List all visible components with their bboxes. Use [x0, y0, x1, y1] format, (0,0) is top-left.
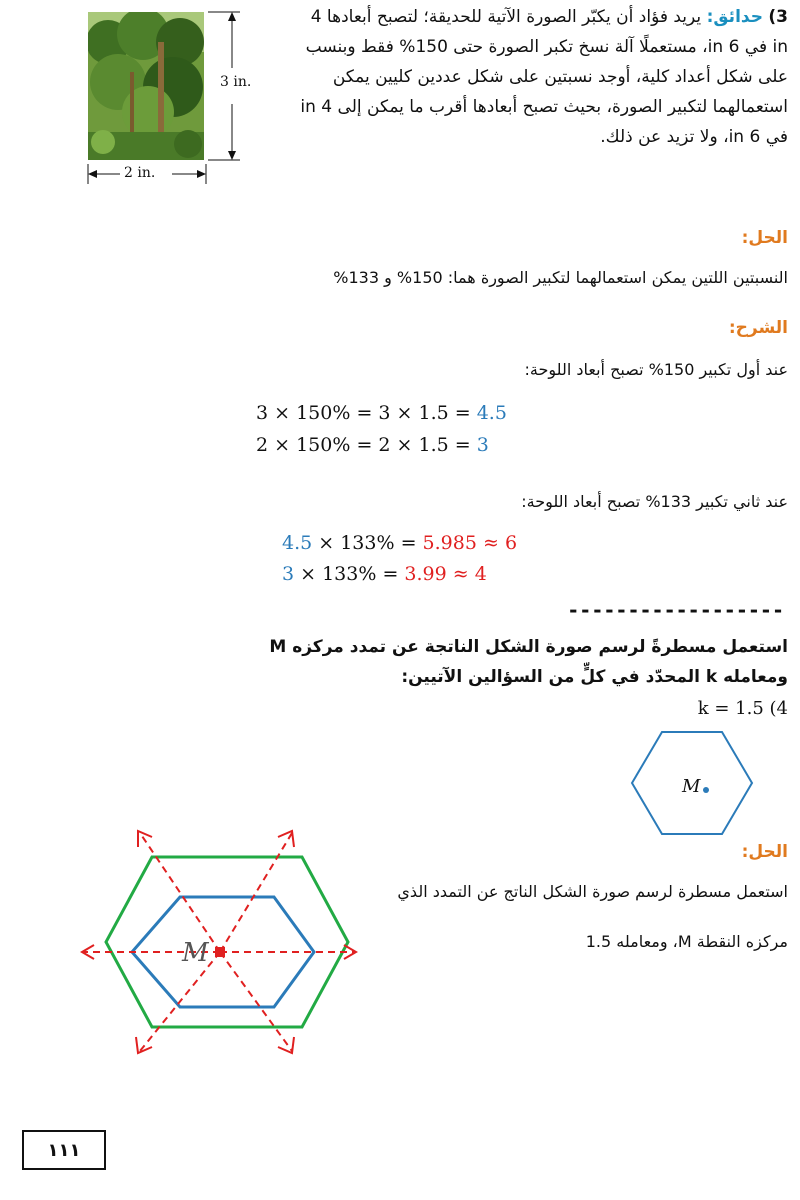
equation-line-4: [282, 563, 487, 585]
equation-line-1: [256, 402, 507, 424]
equation-2-result: 3: [476, 434, 489, 456]
dilation-center-marker: [215, 947, 225, 957]
equation-3-mid: × 133% =: [312, 532, 423, 554]
problem-4-solution-line-2: مركزه النقطة M، ومعامله 1.5: [585, 932, 788, 951]
height-dimension-label: 3 in.: [220, 74, 252, 90]
ray-arrowheads: [82, 831, 356, 1053]
second-enlargement-intro: عند ثاني تكبير 133% تصبح أبعاد اللوحة:: [521, 492, 788, 511]
equation-4-a: 3: [282, 563, 295, 585]
equation-1-left: 3 × 150% = 3 × 1.5 =: [256, 402, 477, 424]
original-hexagon-figure: [628, 728, 756, 838]
equation-line-3: [282, 532, 517, 554]
solution-answer: النسبتين اللتين يمكن استعمالهما لتكبير الصورة هما: 150% و 133%: [333, 268, 788, 287]
dilation-figure: [70, 825, 370, 1055]
problem-text: يريد فؤاد أن يكبّر الصورة الآتية للحديقة؛ لتصبح أبعادها 4 in في 6 in، مستعملًا آلة نسخ تكبر الصورة حتى 150% فقط وبنسب على شكل أعداد كلية، أوجد نسبتين على شكل عددين كليين يمكن استعمالهما لتكبير الصورة، بحيث تصبح أبعادها أقرب ما يمكن إلى 4 in في 6 in، ولا تزيد عن ذلك.: [300, 7, 788, 147]
equation-1-result: 4.5: [476, 402, 507, 424]
problem-3: [296, 2, 788, 152]
problem-4-intro: استعمل مسطرةً لرسم صورة الشكل الناتجة عن تمدد مركزه M ومعامله k المحدّد في كلٍّ من السؤالين الآتيين:: [269, 637, 788, 687]
solution-heading: الحل:: [741, 228, 788, 248]
equation-4-result: 3.99 ≈ 4: [404, 563, 487, 585]
problem-4-solution-heading: الحل:: [741, 842, 788, 862]
equation-3-a: 4.5: [282, 532, 313, 554]
equation-3-result: 5.985 ≈ 6: [422, 532, 518, 554]
problem-4-label: k = 1.5 (4: [697, 698, 788, 719]
explanation-heading: الشرح:: [728, 318, 788, 338]
width-dimension-label: 2 in.: [124, 165, 156, 181]
problem-number: 3): [768, 7, 788, 27]
problem-4-solution-line-1: استعمل مسطرة لرسم صورة الشكل الناتج عن التمدد الذي: [397, 882, 788, 901]
dilation-rays: [84, 833, 354, 1051]
page-number: ١١١: [22, 1130, 106, 1170]
equation-2-left: 2 × 150% = 2 × 1.5 =: [256, 434, 477, 456]
equation-line-2: [256, 434, 489, 456]
dilation-center-label: M: [182, 938, 209, 968]
equation-4-mid: × 133% =: [294, 563, 405, 585]
problem-topic: حدائق:: [706, 7, 763, 27]
garden-dimensions: [80, 8, 270, 188]
center-point-m: [703, 787, 709, 793]
first-enlargement-intro: عند أول تكبير 150% تصبح أبعاد اللوحة:: [524, 360, 788, 379]
center-label-m: M: [682, 776, 701, 797]
section-separator: ------------------: [567, 598, 784, 622]
